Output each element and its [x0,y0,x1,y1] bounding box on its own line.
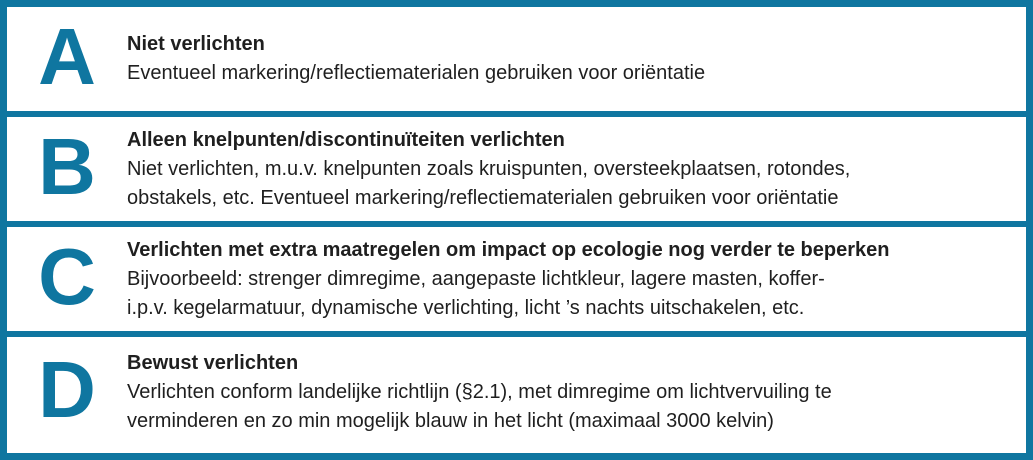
category-letter: A [38,12,96,101]
category-row-c [7,221,1026,331]
category-description-line: obstakels, etc. Eventueel markering/reflectiematerialen gebruiken voor oriëntatie [127,186,839,209]
category-description-line: verminderen en zo min mogelijk blauw in het licht (maximaal 3000 kelvin) [127,409,774,432]
category-row-b [7,111,1026,221]
category-text-cell [127,30,1026,88]
category-text-cell [127,126,1026,213]
category-letter: C [38,232,96,321]
category-title: Alleen knelpunten/discontinuïteiten verlichten [127,128,565,151]
category-letter-cell [7,122,127,211]
category-description-line: Niet verlichten, m.u.v. knelpunten zoals kruispunten, oversteekplaatsen, rotondes, [127,157,851,180]
category-title: Verlichten met extra maatregelen om impact op ecologie nog verder te beperken [127,238,890,261]
category-description-line: i.p.v. kegelarmatuur, dynamische verlichting, licht ’s nachts uitschakelen, etc. [127,296,805,319]
category-description-line: Verlichten conform landelijke richtlijn (§2.1), met dimregime om lichtvervuiling te [127,380,832,403]
category-letter-cell [7,345,127,434]
category-letter: D [38,345,96,434]
category-description-line: Eventueel markering/reflectiematerialen gebruiken voor oriëntatie [127,62,706,84]
category-letter-cell [7,232,127,321]
category-title: Bewust verlichten [127,351,299,374]
category-letter: B [38,122,96,211]
category-letter-cell [7,12,127,101]
category-text-cell [127,349,1026,436]
category-description-line: Bijvoorbeeld: strenger dimregime, aangepaste lichtkleur, lagere masten, koffer- [127,267,825,290]
category-title: Niet verlichten [127,33,265,55]
category-row-a [7,7,1026,111]
category-row-d [7,331,1026,447]
category-text-cell [127,236,1026,323]
